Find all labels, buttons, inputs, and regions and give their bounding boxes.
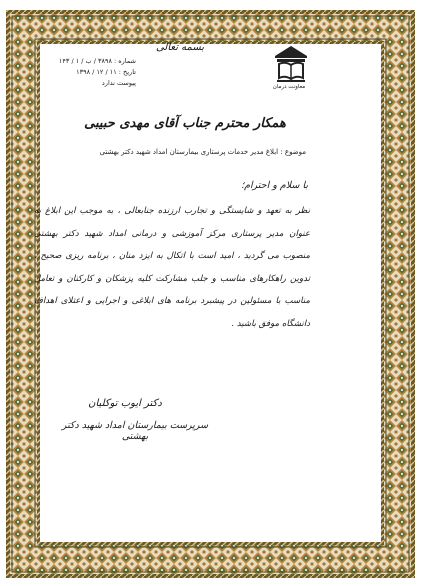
logo-caption: معاونت درمان [272, 84, 306, 90]
letter-body [34, 200, 310, 335]
letter-number: شماره : ۳۸۹۸ / ب / ۱ / ۱۴۳ [58, 57, 136, 65]
attachment-note: پیوست ندارد [101, 79, 136, 87]
signer-name: دکتر ایوب توکلیان [88, 398, 162, 409]
greeting: با سلام و احترام؛ [241, 180, 308, 191]
bismillah-heading: بسمه تعالی [155, 42, 205, 53]
salutation: همکار محترم جناب آقای مهدی حبیبی [84, 116, 286, 131]
body-paragraph: نظر به تعهد و شایستگی و تجارب ارزنده جنابعالی ، به موجب این ابلاغ به عنوان مدیر پرستاری مرکز آموزشی و درمانی امداد شهید دکتر بهشتی منصوب می گردید ، امید است با اتکال به ایزد منان ، برنامه ریزی صحیح ، تدوین راهکارهای مناسب و جلب مشارکت کلیه پزشکان و کارکنان و تعامل مناسب با مسئولین در پیشبرد برنامه های ابلاغی و اجرایی و اعتلای اهداف دانشگاه موفق باشید . [34, 206, 310, 329]
letter-date: تاریخ : ۱۱ / ۱۲ / ۱۳۹۸ [76, 68, 136, 76]
signer-title: سرپرست بیمارستان امداد شهید دکتر بهشتی [61, 420, 209, 442]
subject-line: موضوع : ابلاغ مدیر خدمات پرستاری بیمارستان امداد شهید دکتر بهشتی [99, 148, 306, 156]
